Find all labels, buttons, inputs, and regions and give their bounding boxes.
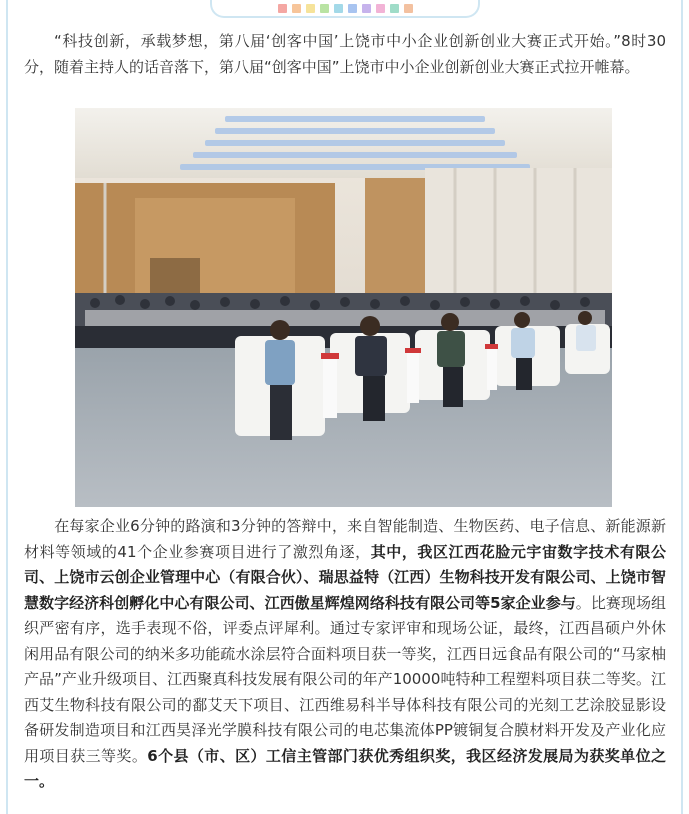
color-swatch: [390, 4, 399, 13]
event-photo-illustration: [75, 108, 612, 507]
color-swatch: [348, 4, 357, 13]
color-swatch: [278, 4, 287, 13]
intro-paragraph: [24, 29, 666, 80]
results-text-awards: 。比赛现场组织严密有序，选手表现不俗，评委点评犀利。通过专家评审和现场公证，最终，江西昌硕户外休闲用品有限公司的纳米多功能疏水涂层符合面料项目获一等奖，江西日远食品有限公司的“马家柚产品”产业升级项目、江西聚真科技发展有限公司的年产10000吨特种工程塑料项目获二等奖。江西艾生物科技有限公司的鄱艾天下项目、江西维易科半导体科技有限公司的光刻工艺涂胶显影设备研发制造项目和江西昊泽光学膜科技有限公司的电芯集流体PP镀铜复合膜材料开发及产业化应用项目获三等奖。: [24, 593, 666, 765]
color-swatch: [362, 4, 371, 13]
header-decoration: [210, 0, 480, 18]
event-photo: [75, 108, 612, 507]
color-swatch: [320, 4, 329, 13]
intro-text: “科技创新，承载梦想，第八届‘创客中国’上饶市中小企业创新创业大赛正式开始。”8时30分，随着主持人的话音落下，第八届“创客中国”上饶市中小企业创新创业大赛正式拉开帷幕。: [24, 32, 666, 76]
results-text-organization-award: 6个县（市、区）工信主管部门获优秀组织奖，我区经济发展局为获奖单位之一。: [24, 746, 666, 790]
results-paragraph: [24, 514, 666, 795]
color-swatch: [306, 4, 315, 13]
color-swatch: [404, 4, 413, 13]
color-swatch: [334, 4, 343, 13]
color-swatch: [376, 4, 385, 13]
results-text-intro: 在每家企业6分钟的路演和3分钟的答辩中，来自智能制造、生物医药、电子信息、新能源新材料等领域的41个企业参赛项目进行了激烈角逐，: [24, 517, 666, 561]
color-swatch: [292, 4, 301, 13]
results-text-participants: 其中，我区江西花脸元宇宙数字技术有限公司、上饶市云创企业管理中心（有限合伙）、瑞思益特（江西）生物科技开发有限公司、上饶市智慧数字经济科创孵化中心有限公司、江西傲星辉煌网络科技有限公司等5家企业参与: [24, 542, 666, 612]
